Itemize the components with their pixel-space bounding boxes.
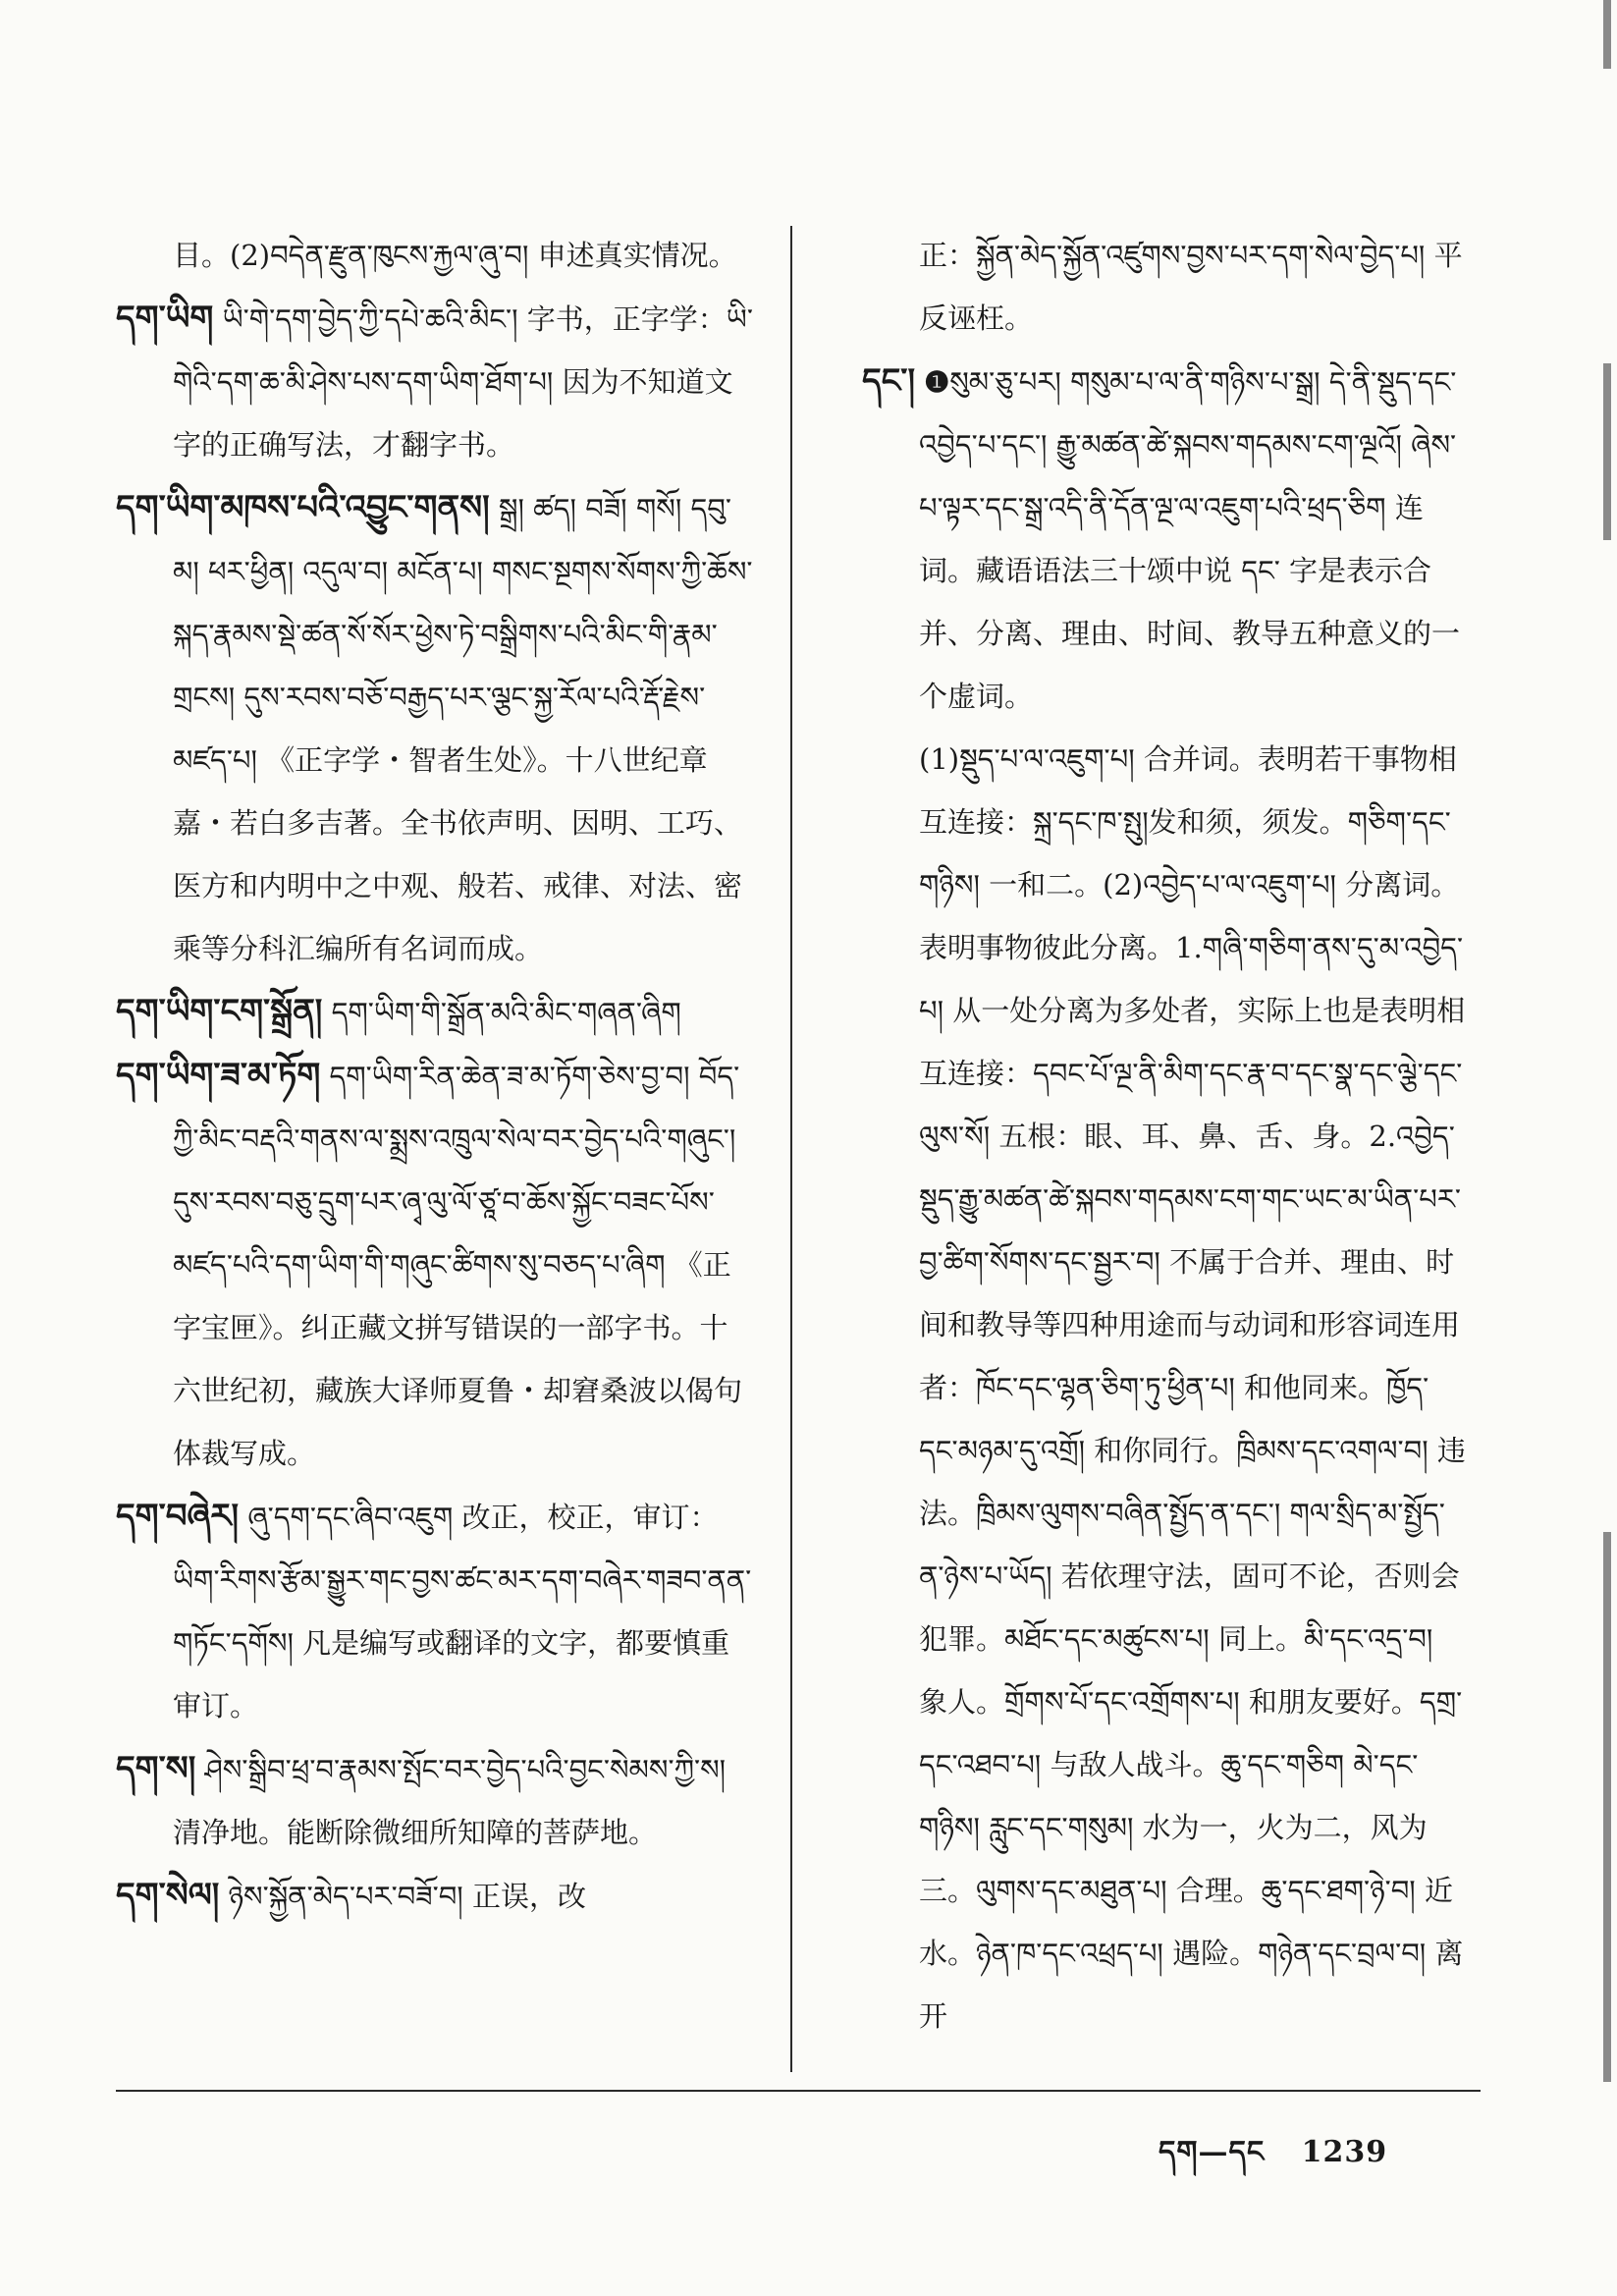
left-column [116,224,754,1928]
entry-text: སུམ་ཅུ་པར། གསུམ་པ་ལ་ནི་གཉིས་པ་སྒྲ། དེ་ནི་སྡུད་དང་འབྱེད་པ་དང་། རྒྱུ་མཚན་ཚེ་སྐབས་གདམས་ངག་ལྔའོ། ཞེས་པ་ལྟར་དང་སྒྲ་འདི་ནི་དོན་ལྔ་ལ་འཇུག་པའི་ཕྲད་ཅིག 连词。藏语语法三十颂中说 དང་ 字是表示合并、分离、理由、时间、教导五种意义的一个虚词。 [919,365,1461,713]
scan-edge-mark [1603,0,1611,69]
entry-continuation [116,224,754,287]
entry-headword: དང་། [862,361,915,401]
entry-headword: དག་བཞེར། [116,1497,240,1536]
entry-headword: དག་ཡིག་ཟ་མ་ཏོག [116,1056,321,1095]
entry-text: 正：སྐྱོན་མེད་སྐྱོན་འཛུགས་བྱས་པར་དག་སེལ་བྱེད་པ། 平反诬枉。 [919,239,1463,335]
dictionary-entry [116,1485,754,1737]
entry-text: ཉེས་སྐྱོན་མེད་པར་བཟོ་བ། 正误，改 [228,1880,586,1913]
scan-edge-mark [1603,363,1611,540]
dictionary-entry [862,350,1466,728]
entry-text: (1)སྡུད་པ་ལ་འཇུག་པ། 合并词。表明若干事物相互连接：སྐྲ་དང་ཁ་སྤུ།发和须，须发。གཅིག་དང་གཉིས། 一和二。(2)འབྱེད་པ་ལ་འཇུག་པ། 分离词。表明事物彼此分离。1.གཞི་གཅིག་ནས་དུ་མ་འབྱེད་པ། 从一处分离为多处者，实际上也是表明相互连接：དབང་པོ་ལྔ་ནི་མིག་དང་རྣ་བ་དང་སྣ་དང་ལྕེ་དང་ལུས་སོ། 五根：眼、耳、鼻、舌、身。2.འབྱེད་སྡུད་རྒྱུ་མཚན་ཚེ་སྐབས་གདམས་ངག་གང་ཡང་མ་ཡིན་པར་བྱ་ཚིག་སོགས་དང་སྦྱར་བ། 不属于合并、理由、时间和教导等四种用途而与动词和形容词连用者：ཁོང་དང་ལྷན་ཅིག་ཏུ་ཕྱིན་པ། 和他同来。ཁྱོད་དང་མཉམ་དུ་འགྲོ། 和你同行。ཁྲིམས་དང་འགལ་བ། 违法。ཁྲིམས་ལུགས་བཞིན་སྤྱོད་ན་དང་། གལ་སྲིད་མ་སྤྱོད་ན་ཉེས་པ་ཡོད། 若依理守法，固可不论，否则会犯罪。མཐོང་དང་མཚུངས་པ། 同上。མི་དང་འདྲ་བ། 象人。གྲོགས་པོ་དང་འགྲོགས་པ། 和朋友要好。དགྲ་དང་འཐབ་པ། 与敌人战斗。ཆུ་དང་གཅིག མེ་དང་གཉིས། རླུང་དང་གསུམ། 水为一，火为二，风为三。ལུགས་དང་མཐུན་པ། 合理。ཆུ་དང་ཐག་ཉེ་བ། 近水。ཉེན་ཁ་དང་འཕྲད་པ། 遇险。གཉེན་དང་བྲལ་བ། 离开 [919,742,1466,2033]
entry-continuation [862,224,1466,350]
dictionary-entry [116,1737,754,1864]
column-divider [790,226,792,2072]
dictionary-entry [116,476,754,980]
page-footer [1159,2119,1387,2202]
dictionary-entry [116,1864,754,1928]
entry-text: ཞུ་དག་དང་ཞིབ་འཇུག 改正，校正，审订：ཡིག་རིགས་རྩོམ་སྒྱུར་གང་བྱས་ཚང་མར་དག་བཞེར་གཟབ་ནན་གཏོང་དགོས། 凡是编写或翻译的文字，都要慎重审订。 [173,1501,752,1722]
dictionary-entry [116,287,754,476]
entry-headword: དག་ཡིག་མཁས་པའི་འབྱུང་གནས། [116,488,490,527]
entry-headword: དག་ཡིག [116,299,214,338]
entry-headword: དག་ས། [116,1749,196,1788]
entry-continuation [862,728,1466,2048]
entry-text: དག་ཡིག་གི་སྒྲོན་མའི་མིང་གཞན་ཞིག [331,996,681,1029]
dictionary-entry [116,1044,754,1485]
scan-edge-mark [1603,1532,1611,2082]
entry-text: 目。(2)བདེན་རྫུན་ཁུངས་རྐྱལ་ཞུ་བ། 申述真实情况。 [173,239,737,272]
page-number: 1239 [1301,2135,1388,2169]
entry-text: དག་ཡིག་རིན་ཆེན་ཟ་མ་ཏོག་ཅེས་བྱ་བ། བོད་ཀྱི་མིང་བརྡའི་གནས་ལ་སྨྲས་འཁྲུལ་སེལ་བར་བྱེད་པའི་གཞུང་། དུས་རབས་བཅུ་དྲུག་པར་ཞྭ་ལུ་ལོ་ཙཱ་བ་ཆོས་སྐྱོང་བཟང་པོས་མཛད་པའི་དག་ཡིག་གི་གཞུང་ཚིགས་སུ་བཅད་པ་ཞིག 《正字宝匣》。纠正藏文拼写错误的一部字书。十六世纪初，藏族大译师夏鲁・却窘桑波以偈句体裁写成。 [173,1060,743,1470]
footer-rule [116,2090,1481,2092]
entry-headword: དག་སེལ། [116,1876,220,1915]
entry-headword: དག་ཡིག་ངག་སྒྲོན། [116,992,323,1031]
footer-range: དག—དང [1159,2135,1266,2169]
entry-text: ཡི་གེ་དག་བྱེད་ཀྱི་དཔེ་ཆའི་མིང་། 字书，正字学：ཡི་གེའི་དག་ཆ་མི་ཤེས་པས་དག་ཡིག་ཐོག་པ། 因为不知道文字的正确写法，才翻字书。 [173,302,753,462]
dictionary-entry [116,980,754,1044]
entry-text: སྒྲ། ཚད། བཟོ། གསོ། དབུ་མ། ཕར་ཕྱིན། འདུལ་བ། མངོན་པ། གསང་སྔགས་སོགས་ཀྱི་ཆོས་སྐད་རྣམས་སྡེ་ཚན་སོ་སོར་ཕྱེས་ཏེ་བསྒྲིགས་པའི་མིང་གི་རྣམ་གྲངས། དུས་རབས་བཅོ་བརྒྱད་པར་ལྕང་སྐྱ་རོལ་པའི་རྡོ་རྗེས་མཛད་པ། 《正字学・智者生处》。十八世纪章嘉・若白多吉著。全书依声明、因明、工巧、医方和内明中之中观、般若、戒律、对法、密乘等分科汇编所有名词而成。 [173,492,753,965]
sense-number: ❶ [924,365,950,399]
right-column [862,224,1466,2048]
entry-text: ཤེས་སྒྲིབ་ཕྲ་བ་རྣམས་སྤོང་བར་བྱེད་པའི་བྱང་སེམས་ཀྱི་ས། 清净地。能断除微细所知障的菩萨地。 [173,1753,727,1849]
